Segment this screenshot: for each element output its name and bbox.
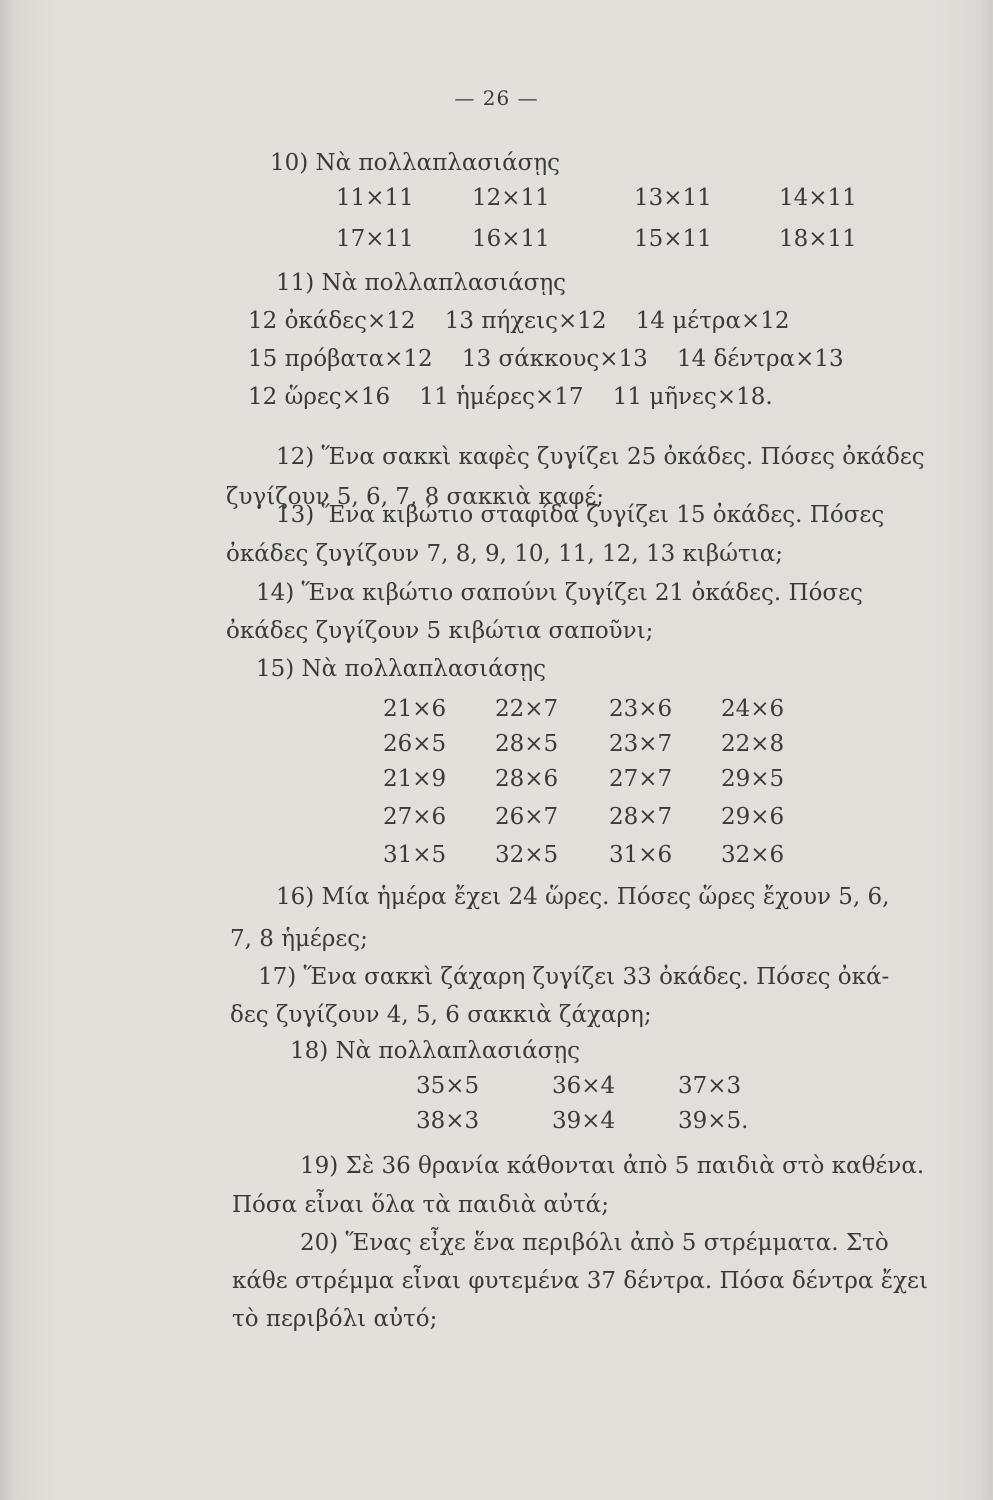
grid-cell: 18×11	[779, 226, 857, 252]
grid-cell: 23×6	[609, 696, 673, 722]
grid-cell: 27×6	[383, 804, 447, 830]
page-number: — 26 —	[454, 86, 539, 110]
exercise-19-line: 19) Σὲ 36 θρανία κάθονται ἀπὸ 5 παιδιὰ στὸ καθένα.	[300, 1153, 925, 1179]
exercise-18-label: 18) Νὰ πολλαπλασιάσῃς	[290, 1038, 581, 1064]
exercise-16-line: 16) Μία ἡμέρα ἔχει 24 ὥρες. Πόσες ὥρες ἔχουν 5, 6,	[276, 884, 890, 910]
exercise-12-line: 12) Ἕνα σακκὶ καφὲς ζυγίζει 25 ὀκάδες. Πόσες ὀκάδες	[276, 444, 925, 470]
exercise-10-label: 10) Νὰ πολλαπλασιάσῃς	[270, 150, 561, 176]
page-edge-left	[0, 0, 14, 1500]
grid-cell: 24×6	[721, 696, 785, 722]
grid-cell: 26×7	[495, 804, 559, 830]
exercise-16-line: 7, 8 ἡμέρες;	[230, 926, 368, 952]
grid-cell: 38×3	[416, 1108, 480, 1134]
grid-cell: 36×4	[552, 1073, 616, 1099]
exercise-12-line: ζυγίζουν 5, 6, 7, 8 σακκιὰ καφέ;	[226, 484, 605, 510]
exercise-13-line: 13) Ἕνα κιβώτιο σταφίδα ζυγίζει 15 ὀκάδες. Πόσες	[276, 502, 885, 528]
exercise-11-line: 12 ὥρες×16 11 ἡμέρες×17 11 μῆνες×18.	[248, 384, 773, 410]
grid-cell: 39×4	[552, 1108, 616, 1134]
page-edge-right	[979, 0, 993, 1500]
grid-cell: 35×5	[416, 1073, 480, 1099]
grid-cell: 37×3	[678, 1073, 742, 1099]
exercise-11-label: 11) Νὰ πολλαπλασιάσῃς	[276, 270, 567, 296]
grid-cell: 29×6	[721, 804, 785, 830]
grid-cell: 28×5	[495, 731, 559, 757]
grid-cell: 14×11	[779, 185, 857, 211]
exercise-11-line: 15 πρόβατα×12 13 σάκκους×13 14 δέντρα×13	[248, 346, 844, 372]
grid-cell: 22×7	[495, 696, 559, 722]
grid-cell: 39×5.	[678, 1108, 749, 1134]
exercise-14-line: 14) Ἕνα κιβώτιο σαπούνι ζυγίζει 21 ὀκάδες. Πόσες	[256, 580, 863, 606]
grid-cell: 11×11	[336, 185, 414, 211]
exercise-17-line: δες ζυγίζουν 4, 5, 6 σακκιὰ ζάχαρη;	[230, 1002, 652, 1028]
exercise-20-line: τὸ περιβόλι αὐτό;	[232, 1306, 438, 1332]
grid-cell: 26×5	[383, 731, 447, 757]
grid-cell: 31×6	[609, 842, 673, 868]
exercise-19-line: Πόσα εἶναι ὅλα τὰ παιδιὰ αὐτά;	[232, 1192, 609, 1218]
exercise-20-line: 20) Ἕνας εἶχε ἕνα περιβόλι ἀπὸ 5 στρέμματα. Στὸ	[300, 1230, 889, 1256]
grid-cell: 32×5	[495, 842, 559, 868]
grid-cell: 13×11	[634, 185, 712, 211]
exercise-15-label: 15) Νὰ πολλαπλασιάσῃς	[256, 656, 547, 682]
grid-cell: 27×7	[609, 766, 673, 792]
grid-cell: 15×11	[634, 226, 712, 252]
exercise-11-line: 12 ὀκάδες×12 13 πήχεις×12 14 μέτρα×12	[248, 308, 790, 334]
grid-cell: 21×9	[383, 766, 447, 792]
exercise-13-line: ὀκάδες ζυγίζουν 7, 8, 9, 10, 11, 12, 13 κιβώτια;	[226, 541, 783, 567]
exercise-17-line: 17) Ἕνα σακκὶ ζάχαρη ζυγίζει 33 ὀκάδες. Πόσες ὀκά-	[258, 964, 890, 990]
grid-cell: 32×6	[721, 842, 785, 868]
grid-cell: 22×8	[721, 731, 785, 757]
exercise-14-line: ὀκάδες ζυγίζουν 5 κιβώτια σαποῦνι;	[226, 618, 654, 644]
grid-cell: 21×6	[383, 696, 447, 722]
grid-cell: 23×7	[609, 731, 673, 757]
grid-cell: 28×6	[495, 766, 559, 792]
grid-cell: 16×11	[472, 226, 550, 252]
exercise-20-line: κάθε στρέμμα εἶναι φυτεμένα 37 δέντρα. Πόσα δέντρα ἔχει	[232, 1268, 928, 1294]
grid-cell: 12×11	[472, 185, 550, 211]
grid-cell: 28×7	[609, 804, 673, 830]
grid-cell: 31×5	[383, 842, 447, 868]
grid-cell: 17×11	[336, 226, 414, 252]
grid-cell: 29×5	[721, 766, 785, 792]
